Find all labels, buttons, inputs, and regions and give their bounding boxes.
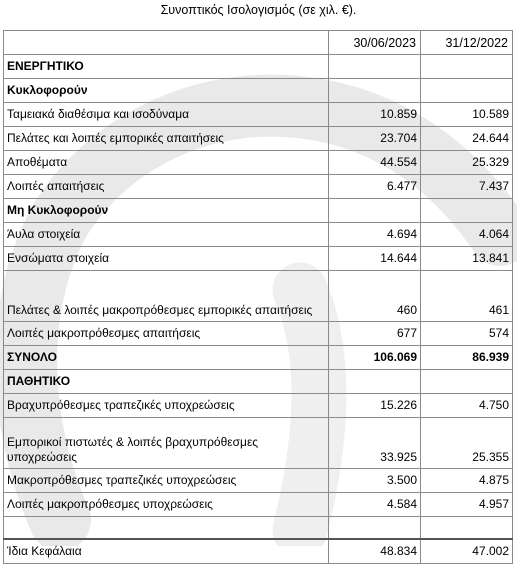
table-row	[4, 271, 513, 322]
value-31-12-2022: 47.002	[421, 539, 513, 564]
row-label: ΠΑΘΗΤΙΚΟ	[4, 370, 329, 394]
row-label: Αποθέματα	[4, 151, 329, 175]
value-31-12-2022: 461	[421, 271, 513, 322]
value-30-06-2023: 6.477	[329, 175, 421, 199]
row-label: Ταμειακά διαθέσιμα και ισοδύναμα	[4, 103, 329, 127]
table-row	[4, 175, 513, 199]
row-label: Ενσώματα στοιχεία	[4, 247, 329, 271]
row-label: Λοιπές μακροπρόθεσμες απαιτήσεις	[4, 322, 329, 346]
table-row	[4, 247, 513, 271]
value-30-06-2023: 14.644	[329, 247, 421, 271]
table-row	[4, 469, 513, 493]
row-label: Μη Κυκλοφορούν	[4, 199, 329, 223]
row-label: Πελάτες & λοιπές μακροπρόθεσμες εμπορικές απαιτήσεις	[4, 271, 329, 322]
table-row	[4, 103, 513, 127]
value-31-12-2022: 4.064	[421, 223, 513, 247]
value-31-12-2022: 25.355	[421, 418, 513, 469]
row-label: ΕΝΕΡΓΗΤΙΚΟ	[4, 55, 329, 79]
value-30-06-2023	[329, 79, 421, 103]
value-31-12-2022	[421, 55, 513, 79]
table-row	[4, 322, 513, 346]
value-30-06-2023	[329, 55, 421, 79]
table-row	[4, 539, 513, 564]
value-31-12-2022	[421, 370, 513, 394]
row-label: ΣΥΝΟΛΟ	[4, 346, 329, 370]
row-label: Λοιπές απαιτήσεις	[4, 175, 329, 199]
row-label: Μακροπρόθεσμες τραπεζικές υποχρεώσεις	[4, 469, 329, 493]
value-31-12-2022: 25.329	[421, 151, 513, 175]
table-body	[4, 55, 513, 564]
value-30-06-2023: 15.226	[329, 394, 421, 418]
balance-sheet-table	[3, 30, 513, 564]
value-31-12-2022	[421, 199, 513, 223]
section-row	[4, 199, 513, 223]
value-30-06-2023: 48.834	[329, 539, 421, 564]
value-31-12-2022: 4.957	[421, 493, 513, 517]
column-header-2023: 30/06/2023	[329, 31, 421, 55]
row-label: Κυκλοφορούν	[4, 79, 329, 103]
section-row	[4, 79, 513, 103]
value-31-12-2022: 4.750	[421, 394, 513, 418]
value-30-06-2023	[329, 199, 421, 223]
value-31-12-2022: 10.589	[421, 103, 513, 127]
value-31-12-2022: 4.875	[421, 469, 513, 493]
value-30-06-2023: 23.704	[329, 127, 421, 151]
row-label: Λοιπές μακροπρόθεσμες υποχρεώσεις	[4, 493, 329, 517]
table-row	[4, 493, 513, 517]
value-31-12-2022: 13.841	[421, 247, 513, 271]
row-label: Βραχυπρόθεσμες τραπεζικές υποχρεώσεις	[4, 394, 329, 418]
table-row	[4, 394, 513, 418]
value-31-12-2022	[421, 79, 513, 103]
row-label: Εμπορικοί πιστωτές & λοιπές βραχυπρόθεσμες υποχρεώσεις	[4, 418, 329, 469]
value-30-06-2023: 33.925	[329, 418, 421, 469]
table-row	[4, 223, 513, 247]
value-30-06-2023: 677	[329, 322, 421, 346]
header-label-cell	[4, 31, 329, 55]
table-row	[4, 151, 513, 175]
table-row	[4, 127, 513, 151]
value-30-06-2023: 10.859	[329, 103, 421, 127]
value-30-06-2023: 44.554	[329, 151, 421, 175]
table-row	[4, 418, 513, 469]
value-31-12-2022: 24.644	[421, 127, 513, 151]
row-label: Άυλα στοιχεία	[4, 223, 329, 247]
value-30-06-2023: 4.584	[329, 493, 421, 517]
column-header-2022: 31/12/2022	[421, 31, 513, 55]
spacer-row	[4, 517, 513, 540]
value-30-06-2023: 106.069	[329, 346, 421, 370]
header-row	[4, 31, 513, 55]
row-label: Ίδια Κεφάλαια	[4, 539, 329, 564]
section-row	[4, 55, 513, 79]
value-30-06-2023: 3.500	[329, 469, 421, 493]
value-31-12-2022: 574	[421, 322, 513, 346]
row-label	[4, 517, 329, 540]
table-row	[4, 346, 513, 370]
value-30-06-2023: 4.694	[329, 223, 421, 247]
value-30-06-2023	[329, 517, 421, 540]
value-31-12-2022	[421, 517, 513, 540]
section-row	[4, 370, 513, 394]
page-title: Συνοπτικός Ισολογισμός (σε χιλ. €).	[160, 3, 357, 17]
value-31-12-2022: 7.437	[421, 175, 513, 199]
value-31-12-2022: 86.939	[421, 346, 513, 370]
value-30-06-2023: 460	[329, 271, 421, 322]
value-30-06-2023	[329, 370, 421, 394]
row-label: Πελάτες και λοιπές εμπορικές απαιτήσεις	[4, 127, 329, 151]
